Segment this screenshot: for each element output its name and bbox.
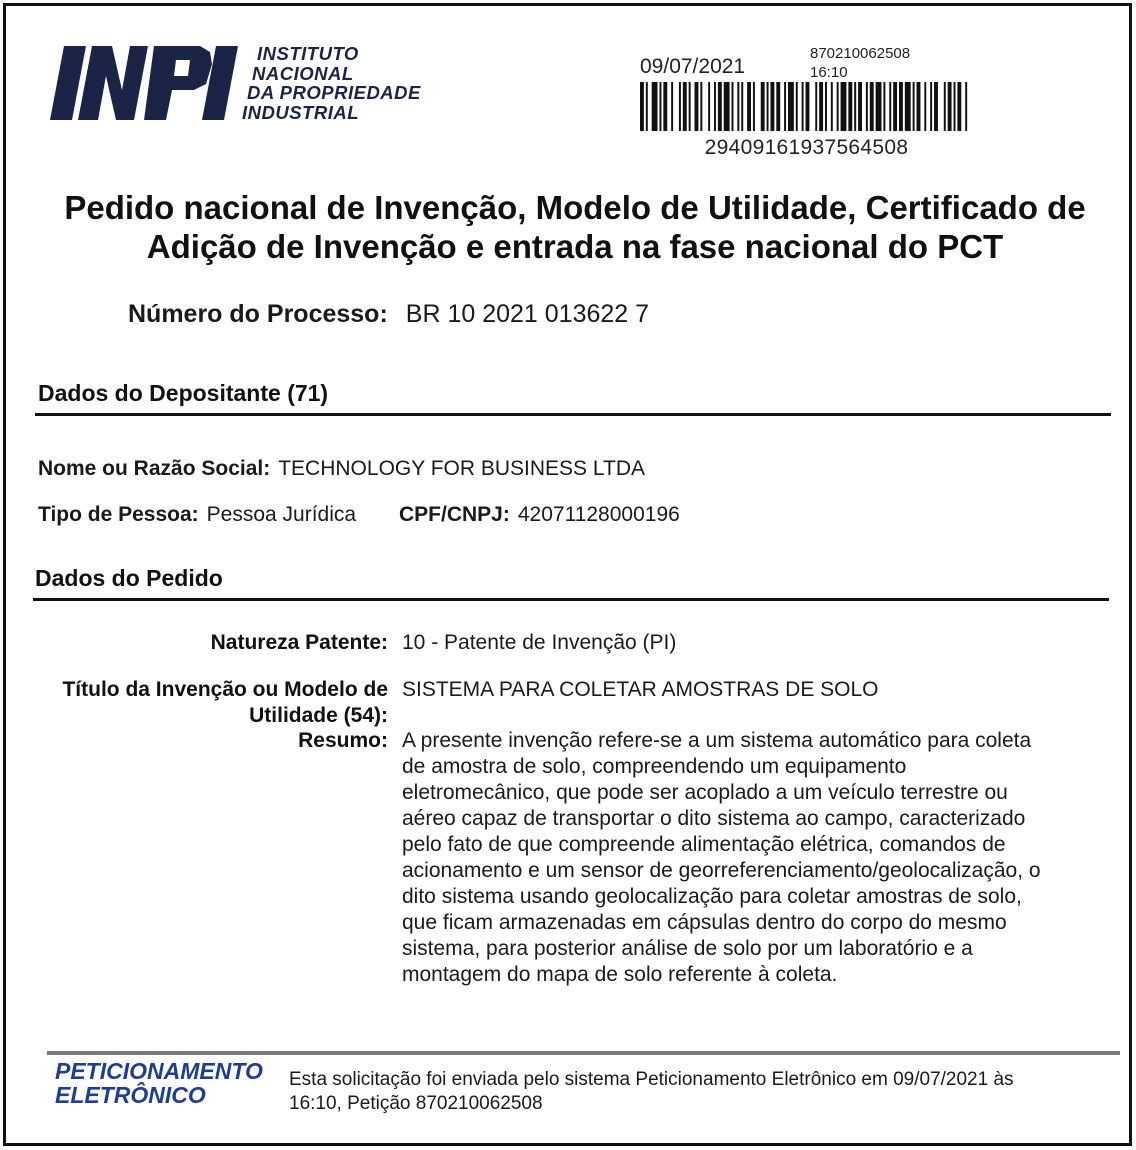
petition-stamp — [810, 44, 910, 82]
barcode-bar — [659, 82, 661, 131]
submission-notice-line: 16:10, Petição 870210062508 — [289, 1093, 543, 1114]
abstract-label: Resumo: — [298, 729, 388, 752]
barcode-bar — [948, 82, 952, 131]
barcode-bar — [718, 82, 722, 131]
barcode-bar — [741, 82, 743, 131]
person-type-value: Pessoa Jurídica — [206, 503, 357, 526]
process-number-value: BR 10 2021 013622 7 — [405, 300, 650, 328]
footer-divider — [47, 1051, 1120, 1055]
barcode-number: 29409161937564508 — [704, 136, 909, 159]
barcode-bar — [753, 82, 755, 131]
document-title — [40, 188, 1110, 266]
barcode-bar — [796, 82, 798, 131]
barcode-bar — [770, 82, 774, 131]
barcode-bar — [806, 82, 810, 131]
barcode-bar — [913, 82, 915, 131]
barcode-bar — [700, 82, 702, 131]
abstract-line: que ficam armazenadas em cápsulas dentro do corpo do mesmo — [402, 911, 1007, 934]
petition-time: 16:10 — [810, 64, 848, 81]
section-divider — [33, 598, 1109, 601]
abstract-line: sistema, para posterior análise de solo por um laboratório e a — [402, 937, 973, 960]
barcode-bar — [825, 82, 827, 131]
cnpj-row — [399, 503, 680, 527]
invention-title-label-line: Título da Invenção ou Modelo de — [62, 678, 388, 701]
barcode-bar — [837, 82, 839, 131]
barcode-bar — [893, 82, 897, 131]
barcode — [640, 82, 973, 131]
submission-notice-line: Esta solicitação foi enviada pelo sistema Peticionamento Eletrônico em 09/07/2021 às — [289, 1069, 1014, 1090]
barcode-bar — [858, 82, 862, 131]
barcode-bar — [930, 82, 932, 131]
barcode-bar — [640, 82, 644, 131]
barcode-bar — [714, 82, 716, 131]
person-type-label: Tipo de Pessoa: — [38, 503, 199, 526]
abstract-text — [402, 728, 1112, 988]
barcode-bar — [957, 82, 961, 131]
applicant-name-label: Nome ou Razão Social: — [38, 457, 271, 480]
abstract-line: eletromecânico, que pode ser acoplado a um veículo terrestre ou — [402, 781, 1008, 804]
barcode-bar — [776, 82, 780, 131]
logo-line: INSTITUTO — [257, 43, 359, 64]
petition-number: 870210062508 — [810, 45, 911, 62]
barcode-bar — [652, 82, 658, 131]
barcode-bar — [708, 82, 710, 131]
barcode-bar — [679, 82, 681, 131]
submission-date: 09/07/2021 — [640, 55, 746, 78]
abstract-line: montagem do mapa de solo referente à coleta. — [402, 963, 838, 986]
barcode-bar — [831, 82, 833, 131]
inpi-logo-mark — [50, 44, 240, 122]
barcode-bar — [767, 82, 769, 131]
barcode-bar — [965, 82, 967, 131]
barcode-bar — [671, 82, 673, 131]
barcode-bar — [724, 82, 730, 131]
applicant-name-value: TECHNOLOGY FOR BUSINESS LTDA — [278, 457, 646, 480]
barcode-bar — [899, 82, 903, 131]
logo-line: DA PROPRIEDADE — [247, 82, 421, 103]
barcode-bar — [854, 82, 856, 131]
barcode-bar — [683, 82, 687, 131]
applicant-name-row — [38, 457, 645, 481]
peticionamento-eletronico-logo — [55, 1059, 263, 1107]
process-number-label: Número do Processo: — [128, 300, 388, 328]
abstract-line: aéreo capaz de transportar o dito sistema ao campo, caracterizado — [402, 807, 1026, 830]
logo-line: NACIONAL — [252, 62, 354, 84]
barcode-bar — [934, 82, 938, 131]
barcode-bar — [761, 82, 765, 131]
title-line: Pedido nacional de Invenção, Modelo de Utilidade, Certificado de — [64, 189, 1086, 226]
abstract-line: A presente invenção refere-se a um sistema automático para coleta — [402, 729, 1032, 752]
barcode-bar — [848, 82, 852, 131]
barcode-bar — [944, 82, 946, 131]
barcode-bar — [870, 82, 874, 131]
barcode-bar — [689, 82, 691, 131]
barcode-bar — [917, 82, 921, 131]
inpi-logo — [50, 44, 450, 124]
barcode-bar — [646, 82, 648, 131]
submission-notice — [289, 1068, 1089, 1116]
barcode-bar — [841, 82, 847, 131]
footer-brand-line: PETICIONAMENTO — [55, 1058, 263, 1084]
process-number-row — [128, 300, 649, 329]
section-pedido-heading: Dados do Pedido — [35, 565, 223, 591]
cnpj-label: CPF/CNPJ: — [399, 503, 510, 526]
patent-nature-label: Natureza Patente: — [210, 631, 388, 654]
barcode-bar — [819, 82, 823, 131]
person-type-row — [38, 503, 356, 527]
barcode-bar — [954, 82, 956, 131]
barcode-bar — [876, 82, 882, 131]
patent-nature-value: 10 - Patente de Invenção (PI) — [402, 631, 677, 654]
barcode-bar — [747, 82, 751, 131]
barcode-bar — [784, 82, 786, 131]
barcode-bar — [905, 82, 911, 131]
barcode-bar — [866, 82, 868, 131]
invention-title-label-line: Utilidade (54): — [249, 704, 388, 727]
abstract-line: acionamento e um sensor de georreferenciamento/geolocalização, o — [402, 859, 1041, 882]
barcode-bar — [883, 82, 885, 131]
section-depositante-heading: Dados do Depositante (71) — [38, 380, 329, 406]
barcode-bar — [663, 82, 667, 131]
cnpj-value: 42071128000196 — [517, 503, 680, 526]
barcode-bar — [889, 82, 891, 131]
barcode-bar — [788, 82, 794, 131]
footer-brand-line: ELETRÔNICO — [55, 1082, 206, 1108]
inpi-logo-wordmark — [242, 44, 421, 122]
abstract-line: de amostra de solo, compreendendo um equipamento — [402, 755, 907, 778]
barcode-bar — [737, 82, 739, 131]
invention-title-label — [62, 677, 388, 729]
abstract-line: dito sistema usando geolocalização para coletar amostras de solo, — [402, 885, 1022, 908]
logo-line: INDUSTRIAL — [242, 101, 360, 123]
barcode-bar — [802, 82, 804, 131]
title-line: Adição de Invenção e entrada na fase nacional do PCT — [146, 228, 1004, 265]
invention-title-value: SISTEMA PARA COLETAR AMOSTRAS DE SOLO — [402, 678, 879, 701]
barcode-bar — [732, 82, 734, 131]
abstract-line: pelo fato de que compreende alimentação elétrica, comandos de — [402, 833, 1006, 856]
barcode-bar — [815, 82, 817, 131]
barcode-bar — [924, 82, 926, 131]
section-divider — [35, 413, 1111, 416]
barcode-bar — [695, 82, 699, 131]
